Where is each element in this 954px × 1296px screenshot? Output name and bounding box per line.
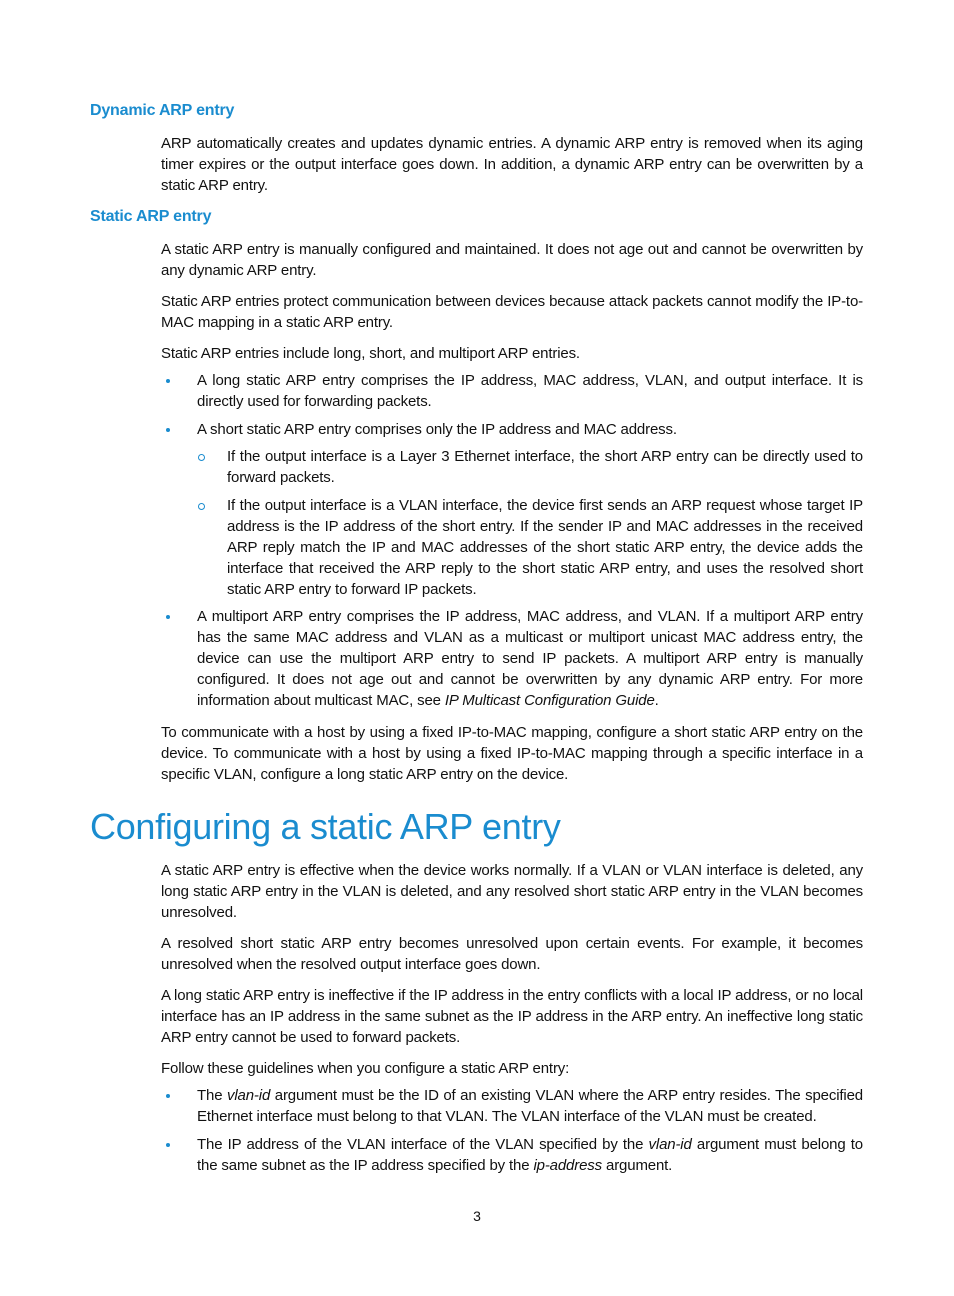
bullet-item (161, 419, 863, 440)
bullet-item (161, 370, 863, 412)
argument-name: vlan-id (648, 1136, 692, 1153)
text-run: . (654, 692, 659, 709)
sub-bullet-item (196, 446, 863, 488)
paragraph: A static ARP entry is effective when the device works normally. If a VLAN or VLAN interface is deleted, any long static ARP entry in the VLAN is deleted, and any resolved short static ARP entry in the VLAN becomes unresolved. (161, 862, 863, 921)
paragraph: Follow these guidelines when you configure a static ARP entry: (161, 1060, 570, 1077)
text-run: The (197, 1087, 228, 1104)
bullet-text (197, 606, 863, 711)
bullet-text: A long static ARP entry comprises the IP address, MAC address, VLAN, and output interface. It is directly used for forwarding packets. (197, 372, 863, 410)
paragraph: A long static ARP entry is ineffective if the IP address in the entry conflicts with a local IP address, or no local interface has an IP address in the same subnet as the IP address in the ARP entry. An ineffective long static ARP entry cannot be used to forward packets. (161, 987, 863, 1046)
bullet-dot-icon (166, 379, 170, 383)
bullet-dot-icon (166, 1094, 170, 1098)
guide-reference: IP Multicast Configuration Guide (444, 692, 655, 709)
heading-configuring-static-arp-entry: Configuring a static ARP entry (90, 806, 561, 847)
argument-name: ip-address (533, 1157, 602, 1174)
bullet-item (161, 1134, 863, 1176)
bullet-dot-icon (166, 1143, 170, 1147)
bullet-item (161, 606, 863, 711)
bullet-item (161, 1085, 863, 1127)
text-run: argument. (602, 1157, 673, 1174)
paragraph: A static ARP entry is manually configured and maintained. It does not age out and cannot be overwritten by any dynamic ARP entry. (161, 241, 863, 279)
bullet-text (197, 1085, 863, 1127)
sub-bullet-item (196, 495, 863, 600)
bullet-text: A short static ARP entry comprises only the IP address and MAC address. (197, 421, 677, 438)
argument-name: vlan-id (227, 1087, 271, 1104)
heading-static-arp-entry: Static ARP entry (90, 208, 212, 225)
page-number: 3 (473, 1208, 481, 1224)
bullet-dot-icon (166, 428, 170, 432)
bullet-dot-icon (166, 615, 170, 619)
heading-dynamic-arp-entry: Dynamic ARP entry (90, 102, 235, 119)
bullet-circle-icon (198, 454, 205, 461)
text-run: argument must belong to the same subnet as the IP address specified by the (197, 1136, 863, 1174)
bullet-text (197, 1134, 863, 1176)
bullet-circle-icon (198, 503, 205, 510)
text-run: The IP address of the VLAN interface of the VLAN specified by the (197, 1136, 649, 1153)
paragraph: To communicate with a host by using a fixed IP-to-MAC mapping, configure a short static ARP entry on the device. To communicate with a host by using a fixed IP-to-MAC mapping through a specific interface in a specific VLAN, configure a long static ARP entry on the device. (161, 724, 863, 783)
paragraph: A resolved short static ARP entry becomes unresolved upon certain events. For example, it becomes unresolved when the resolved output interface goes down. (161, 935, 863, 973)
paragraph: Static ARP entries protect communication between devices because attack packets cannot modify the IP-to-MAC mapping in a static ARP entry. (161, 293, 863, 331)
text-run: argument must be the ID of an existing VLAN where the ARP entry resides. The specified Ethernet interface must belong to that VLAN. The VLAN interface of the VLAN must be created. (197, 1087, 863, 1125)
sub-bullet-text: If the output interface is a VLAN interface, the device first sends an ARP request whose target IP address is the IP address of the short entry. If the sender IP and MAC addresses in the received ARP reply match the IP and MAC addresses of the short static ARP entry, the device adds the interface that received the ARP reply to the short static ARP entry, and uses the resolved short static ARP entry to forward IP packets. (227, 497, 863, 598)
paragraph: ARP automatically creates and updates dynamic entries. A dynamic ARP entry is removed when its aging timer expires or the output interface goes down. In addition, a dynamic ARP entry can be overwritten by a static ARP entry. (161, 135, 863, 194)
sub-bullet-text: If the output interface is a Layer 3 Ethernet interface, the short ARP entry can be directly used to forward packets. (227, 448, 863, 486)
text-run: A multiport ARP entry comprises the IP address, MAC address, and VLAN. If a multiport ARP entry has the same MAC address and VLAN as a multicast or multiport unicast MAC address entry, the device can use the multiport ARP entry to send IP packets. A multiport ARP entry is manually configured. It does not age out and cannot be overwritten by any dynamic ARP entry. For more information about multicast MAC, see (197, 608, 863, 709)
paragraph: Static ARP entries include long, short, and multiport ARP entries. (161, 345, 580, 362)
